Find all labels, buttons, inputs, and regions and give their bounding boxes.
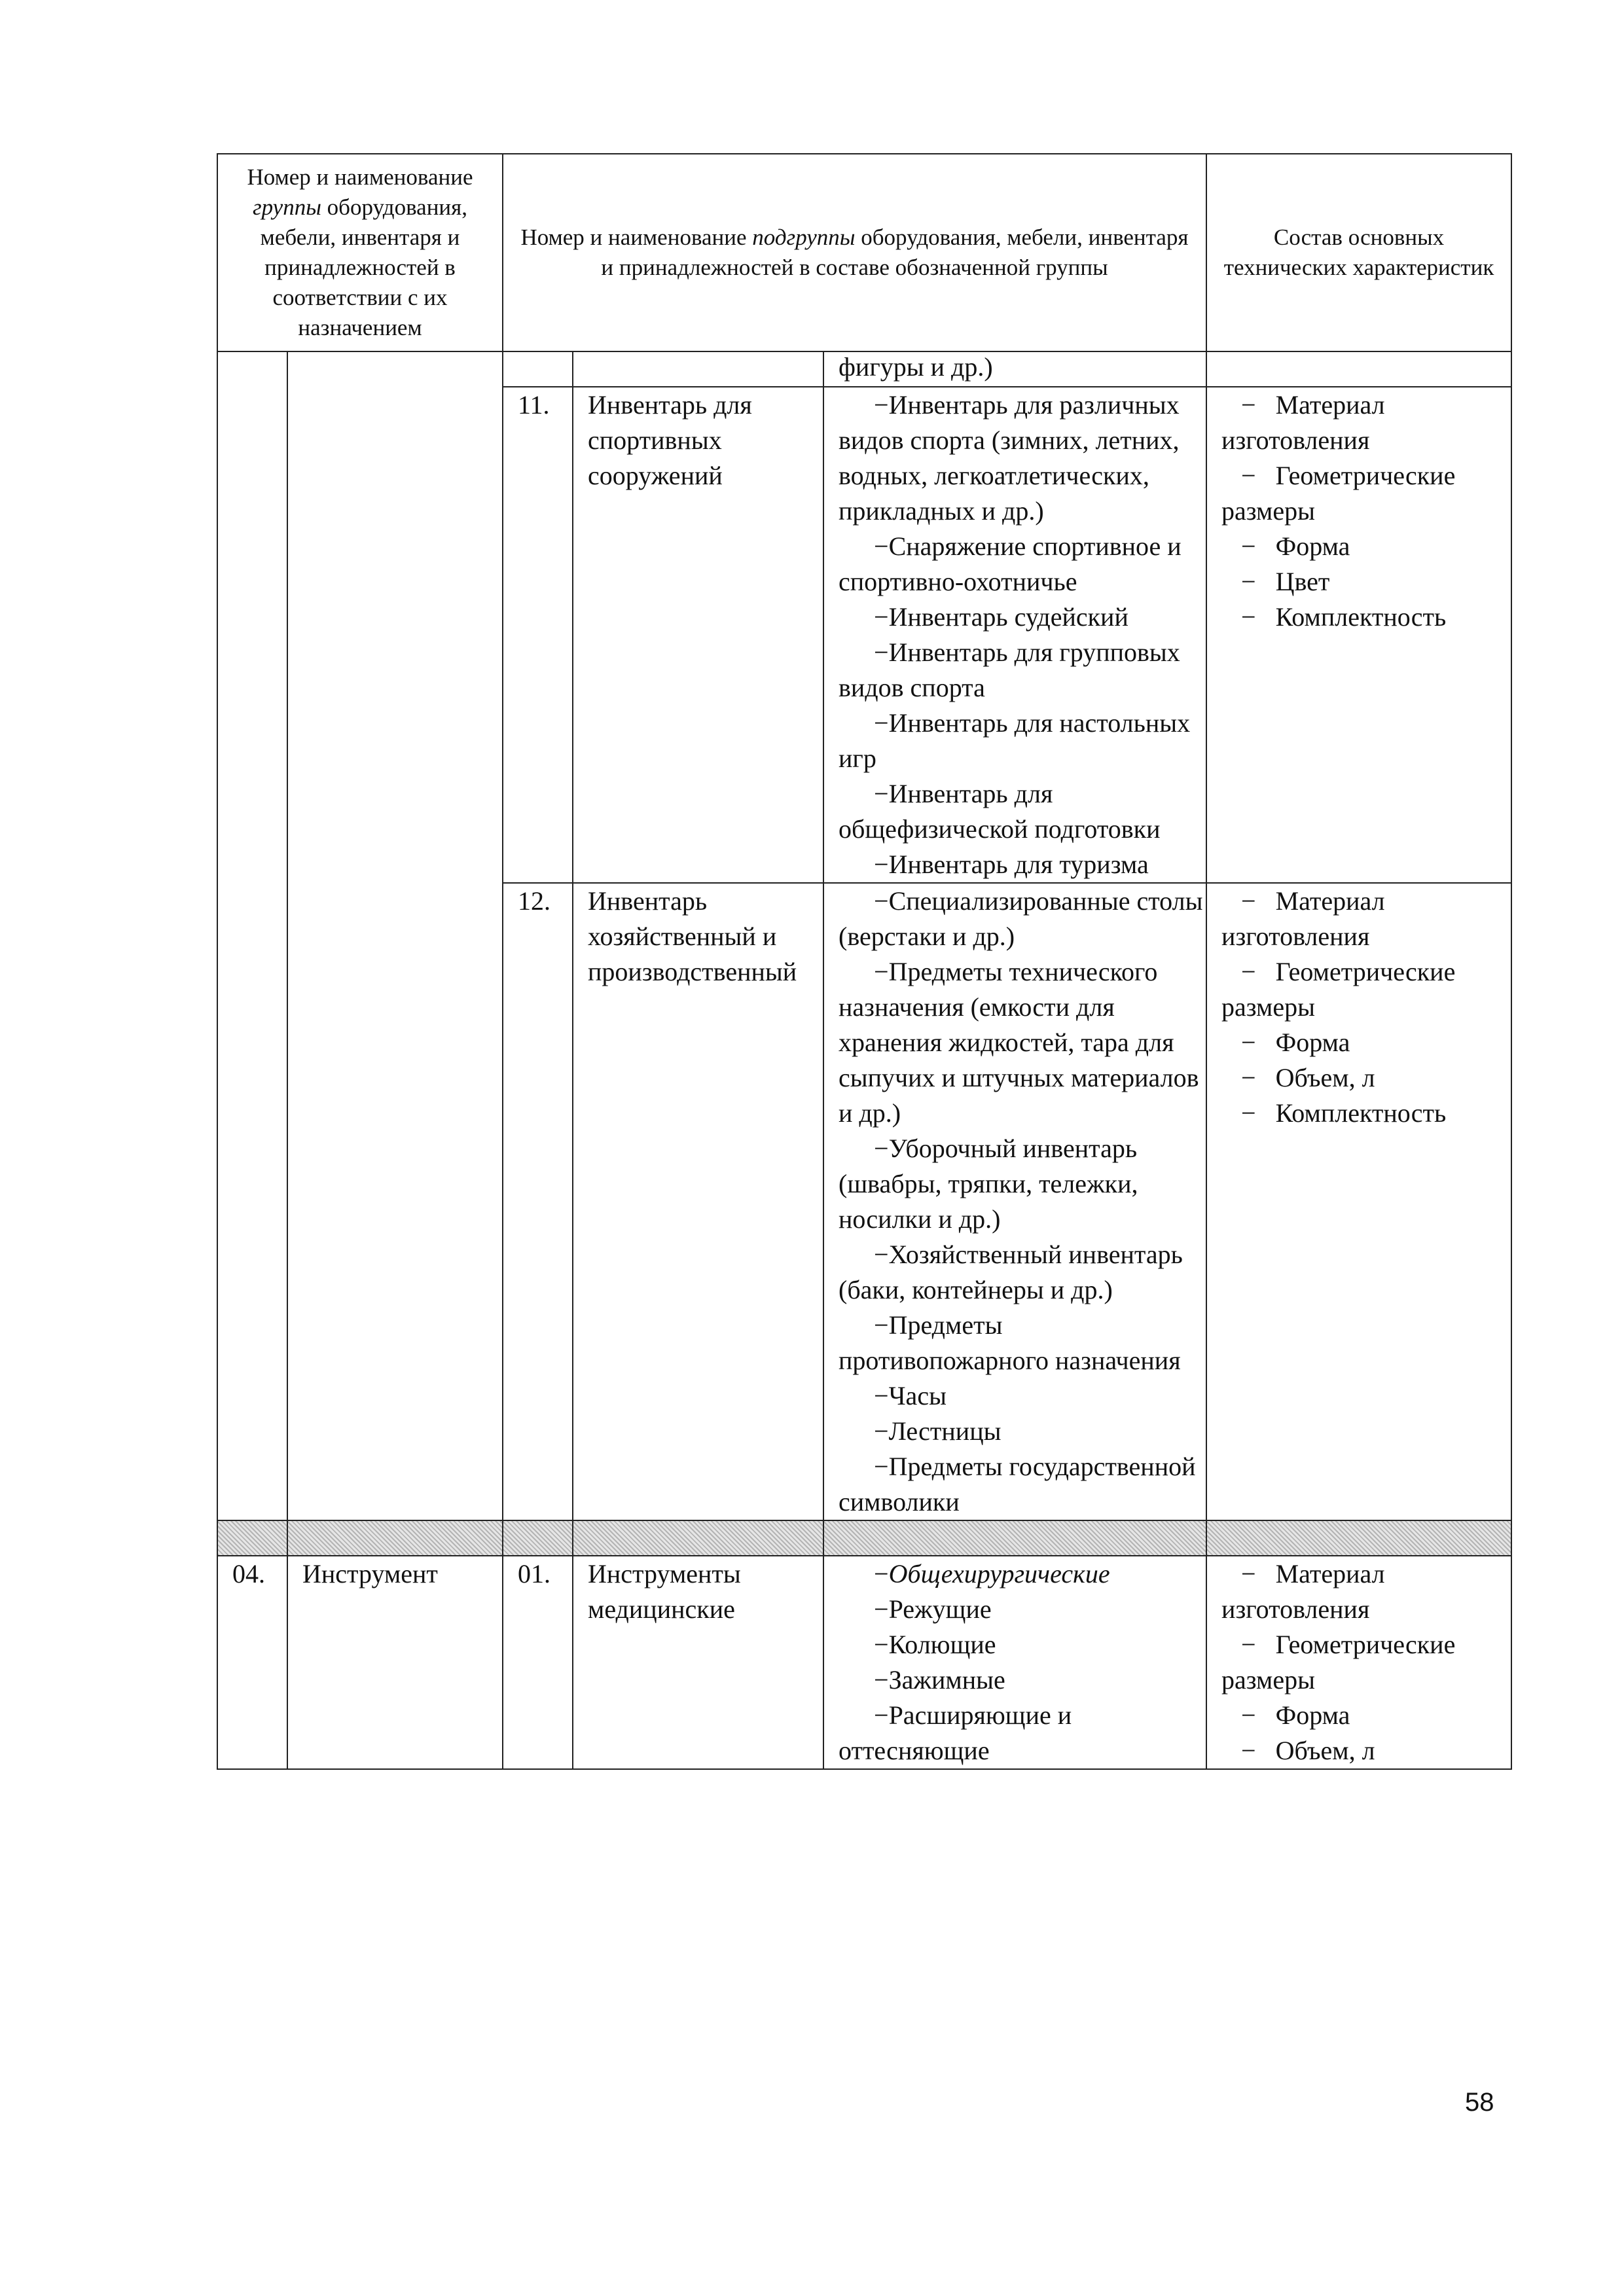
- characteristics-list: [1206, 387, 1511, 883]
- list-item: [839, 706, 1206, 776]
- characteristic-text: Объем, л: [1275, 1063, 1375, 1092]
- characteristic-item: [1221, 1556, 1511, 1627]
- dash-marker: −: [1241, 390, 1256, 420]
- dash-marker: −: [874, 1630, 889, 1659]
- dash-marker: −: [1241, 461, 1256, 490]
- dash-marker: −: [874, 850, 889, 879]
- separator-cell: [217, 1520, 287, 1556]
- characteristic-item: [1221, 564, 1511, 600]
- characteristic-text: Геометрические размеры: [1221, 1630, 1456, 1695]
- item-text: Общехирургические: [888, 1559, 1110, 1588]
- characteristic-text: Геометрические размеры: [1221, 461, 1456, 526]
- item-text: Уборочный инвентарь (швабры, тряпки, тележки, носилки и др.): [839, 1134, 1138, 1234]
- group-name-cell-empty: [287, 351, 503, 1520]
- subgroup-number: 12.: [503, 883, 573, 1520]
- dash-marker: −: [1241, 602, 1256, 632]
- list-item: [839, 1378, 1206, 1414]
- characteristic-item: [1221, 458, 1511, 529]
- characteristic-item: [1221, 1733, 1511, 1768]
- list-item: [839, 954, 1206, 1131]
- characteristic-item: [1221, 529, 1511, 564]
- item-text: Предметы государственной символики: [839, 1452, 1196, 1516]
- characteristic-item: [1221, 600, 1511, 635]
- dash-marker: −: [874, 1665, 889, 1695]
- dash-marker: −: [1241, 1028, 1256, 1057]
- characteristics-list: [1206, 1556, 1511, 1769]
- item-text: Инвентарь для настольных игр: [839, 708, 1191, 773]
- item-text: Режущие: [888, 1594, 992, 1624]
- dash-marker: −: [874, 1452, 889, 1481]
- dash-marker: −: [1241, 567, 1256, 596]
- subgroup-number: 01.: [503, 1556, 573, 1769]
- characteristic-text: Материал изготовления: [1221, 886, 1385, 951]
- subgroup-items: [823, 883, 1206, 1520]
- separator-cell: [287, 1520, 503, 1556]
- item-text: Специализированные столы (верстаки и др.): [839, 886, 1203, 951]
- dash-marker: −: [874, 1310, 889, 1340]
- item-text: Предметы противопожарного назначения: [839, 1310, 1181, 1375]
- list-item: [839, 1237, 1206, 1308]
- dash-marker: −: [1241, 1736, 1256, 1765]
- header-subgroup-column: Номер и наименование подгруппы оборудования, мебели, инвентаря и принадлежностей в составе обозначенной группы: [503, 154, 1206, 351]
- item-text: Расширяющие и оттесняющие: [839, 1700, 1072, 1765]
- characteristic-item: [1221, 1060, 1511, 1096]
- list-item: [839, 1556, 1206, 1592]
- dash-marker: −: [1241, 1063, 1256, 1092]
- dash-marker: −: [1241, 957, 1256, 986]
- list-item: [839, 1308, 1206, 1378]
- subgroup-name: Инвентарь хозяйственный и производственный: [573, 883, 823, 1520]
- page-number: 58: [1465, 2088, 1494, 2117]
- characteristic-text: Геометрические размеры: [1221, 957, 1456, 1022]
- dash-marker: −: [1241, 1630, 1256, 1659]
- table-header-row: [217, 154, 1511, 351]
- characteristic-text: Материал изготовления: [1221, 390, 1385, 455]
- list-item: [839, 1627, 1206, 1662]
- continuation-row: [217, 351, 1511, 387]
- group-name: Инструмент: [287, 1556, 503, 1769]
- dash-marker: −: [1241, 886, 1256, 916]
- dash-marker: −: [874, 531, 889, 561]
- item-text: Хозяйственный инвентарь (баки, контейнеры и др.): [839, 1240, 1183, 1304]
- dash-marker: −: [874, 1594, 889, 1624]
- subgroup-name: Инструменты медицинские: [573, 1556, 823, 1769]
- list-item: [839, 387, 1206, 529]
- dash-marker: −: [874, 1700, 889, 1730]
- list-item: [839, 776, 1206, 847]
- dash-marker: −: [874, 1240, 889, 1269]
- sub-name-cell-empty: [573, 351, 823, 387]
- list-item: [839, 1131, 1206, 1237]
- list-item: [839, 847, 1206, 882]
- list-item: [839, 1698, 1206, 1768]
- characteristic-item: [1221, 1025, 1511, 1060]
- item-text: Зажимные: [888, 1665, 1005, 1695]
- dash-marker: −: [874, 637, 889, 667]
- characteristic-text: Комплектность: [1275, 1098, 1447, 1128]
- equipment-classification-table: [217, 153, 1512, 1770]
- item-text: Лестницы: [888, 1416, 1001, 1446]
- characteristic-text: Форма: [1275, 1028, 1350, 1057]
- item-text: Инвентарь для групповых видов спорта: [839, 637, 1180, 702]
- dash-marker: −: [874, 708, 889, 738]
- subgroup-items: [823, 387, 1206, 883]
- item-text: Инвентарь для туризма: [888, 850, 1149, 879]
- list-item: [839, 529, 1206, 600]
- item-text: Часы: [888, 1381, 947, 1410]
- group-separator-row: [217, 1520, 1511, 1556]
- subgroup-name: Инвентарь для спортивных сооружений: [573, 387, 823, 883]
- dash-marker: −: [874, 957, 889, 986]
- list-item: [839, 1592, 1206, 1627]
- dash-marker: −: [874, 602, 889, 632]
- dash-marker: −: [874, 886, 889, 916]
- list-item: [839, 884, 1206, 954]
- characteristic-item: [1221, 387, 1511, 458]
- item-text: Предметы технического назначения (емкости для хранения жидкостей, тара для сыпучих и штучных материалов и др.): [839, 957, 1199, 1128]
- dash-marker: −: [874, 1134, 889, 1163]
- list-item: [839, 1414, 1206, 1449]
- dash-marker: −: [874, 1381, 889, 1410]
- subgroup-number: 11.: [503, 387, 573, 883]
- characteristic-text: Объем, л: [1275, 1736, 1375, 1765]
- item-text: Инвентарь судейский: [888, 602, 1128, 632]
- group-number: 04.: [217, 1556, 287, 1769]
- list-item: [839, 1662, 1206, 1698]
- separator-cell: [1206, 1520, 1511, 1556]
- item-text: Инвентарь для различных видов спорта (зимних, летних, водных, легкоатлетических, прикладных и др.): [839, 390, 1180, 526]
- separator-cell: [573, 1520, 823, 1556]
- dash-marker: −: [1241, 531, 1256, 561]
- dash-marker: −: [1241, 1098, 1256, 1128]
- characteristic-item: [1221, 954, 1511, 1025]
- dash-marker: −: [874, 390, 889, 420]
- table-row: [217, 1556, 1511, 1769]
- dash-marker: −: [874, 779, 889, 808]
- characteristic-text: Материал изготовления: [1221, 1559, 1385, 1624]
- sub-num-cell-empty: [503, 351, 573, 387]
- characteristic-text: Комплектность: [1275, 602, 1447, 632]
- item-text: Снаряжение спортивное и спортивно-охотничье: [839, 531, 1182, 596]
- dash-marker: −: [874, 1416, 889, 1446]
- characteristic-text: Форма: [1275, 1700, 1350, 1730]
- characteristic-text: Форма: [1275, 531, 1350, 561]
- separator-cell: [823, 1520, 1206, 1556]
- dash-marker: −: [1241, 1700, 1256, 1730]
- list-item: [839, 635, 1206, 706]
- group-num-cell-empty: [217, 351, 287, 1520]
- header-characteristics-column: Состав основных технических характеристик: [1206, 154, 1511, 351]
- item-text: Колющие: [888, 1630, 996, 1659]
- continuation-text: фигуры и др.): [823, 351, 1206, 387]
- characteristic-text: Цвет: [1275, 567, 1330, 596]
- header-group-column: Номер и наименование группы оборудования, мебели, инвентаря и принадлежностей в соответствии с их назначением: [217, 154, 503, 351]
- item-text: Инвентарь для общефизической подготовки: [839, 779, 1161, 844]
- characteristic-item: [1221, 1698, 1511, 1733]
- dash-marker: −: [874, 1559, 889, 1588]
- separator-cell: [503, 1520, 573, 1556]
- chars-cell-empty: [1206, 351, 1511, 387]
- subgroup-items: [823, 1556, 1206, 1769]
- list-item: [839, 1449, 1206, 1520]
- list-item: [839, 600, 1206, 635]
- characteristic-item: [1221, 884, 1511, 954]
- characteristic-item: [1221, 1096, 1511, 1131]
- dash-marker: −: [1241, 1559, 1256, 1588]
- characteristic-item: [1221, 1627, 1511, 1698]
- characteristics-list: [1206, 883, 1511, 1520]
